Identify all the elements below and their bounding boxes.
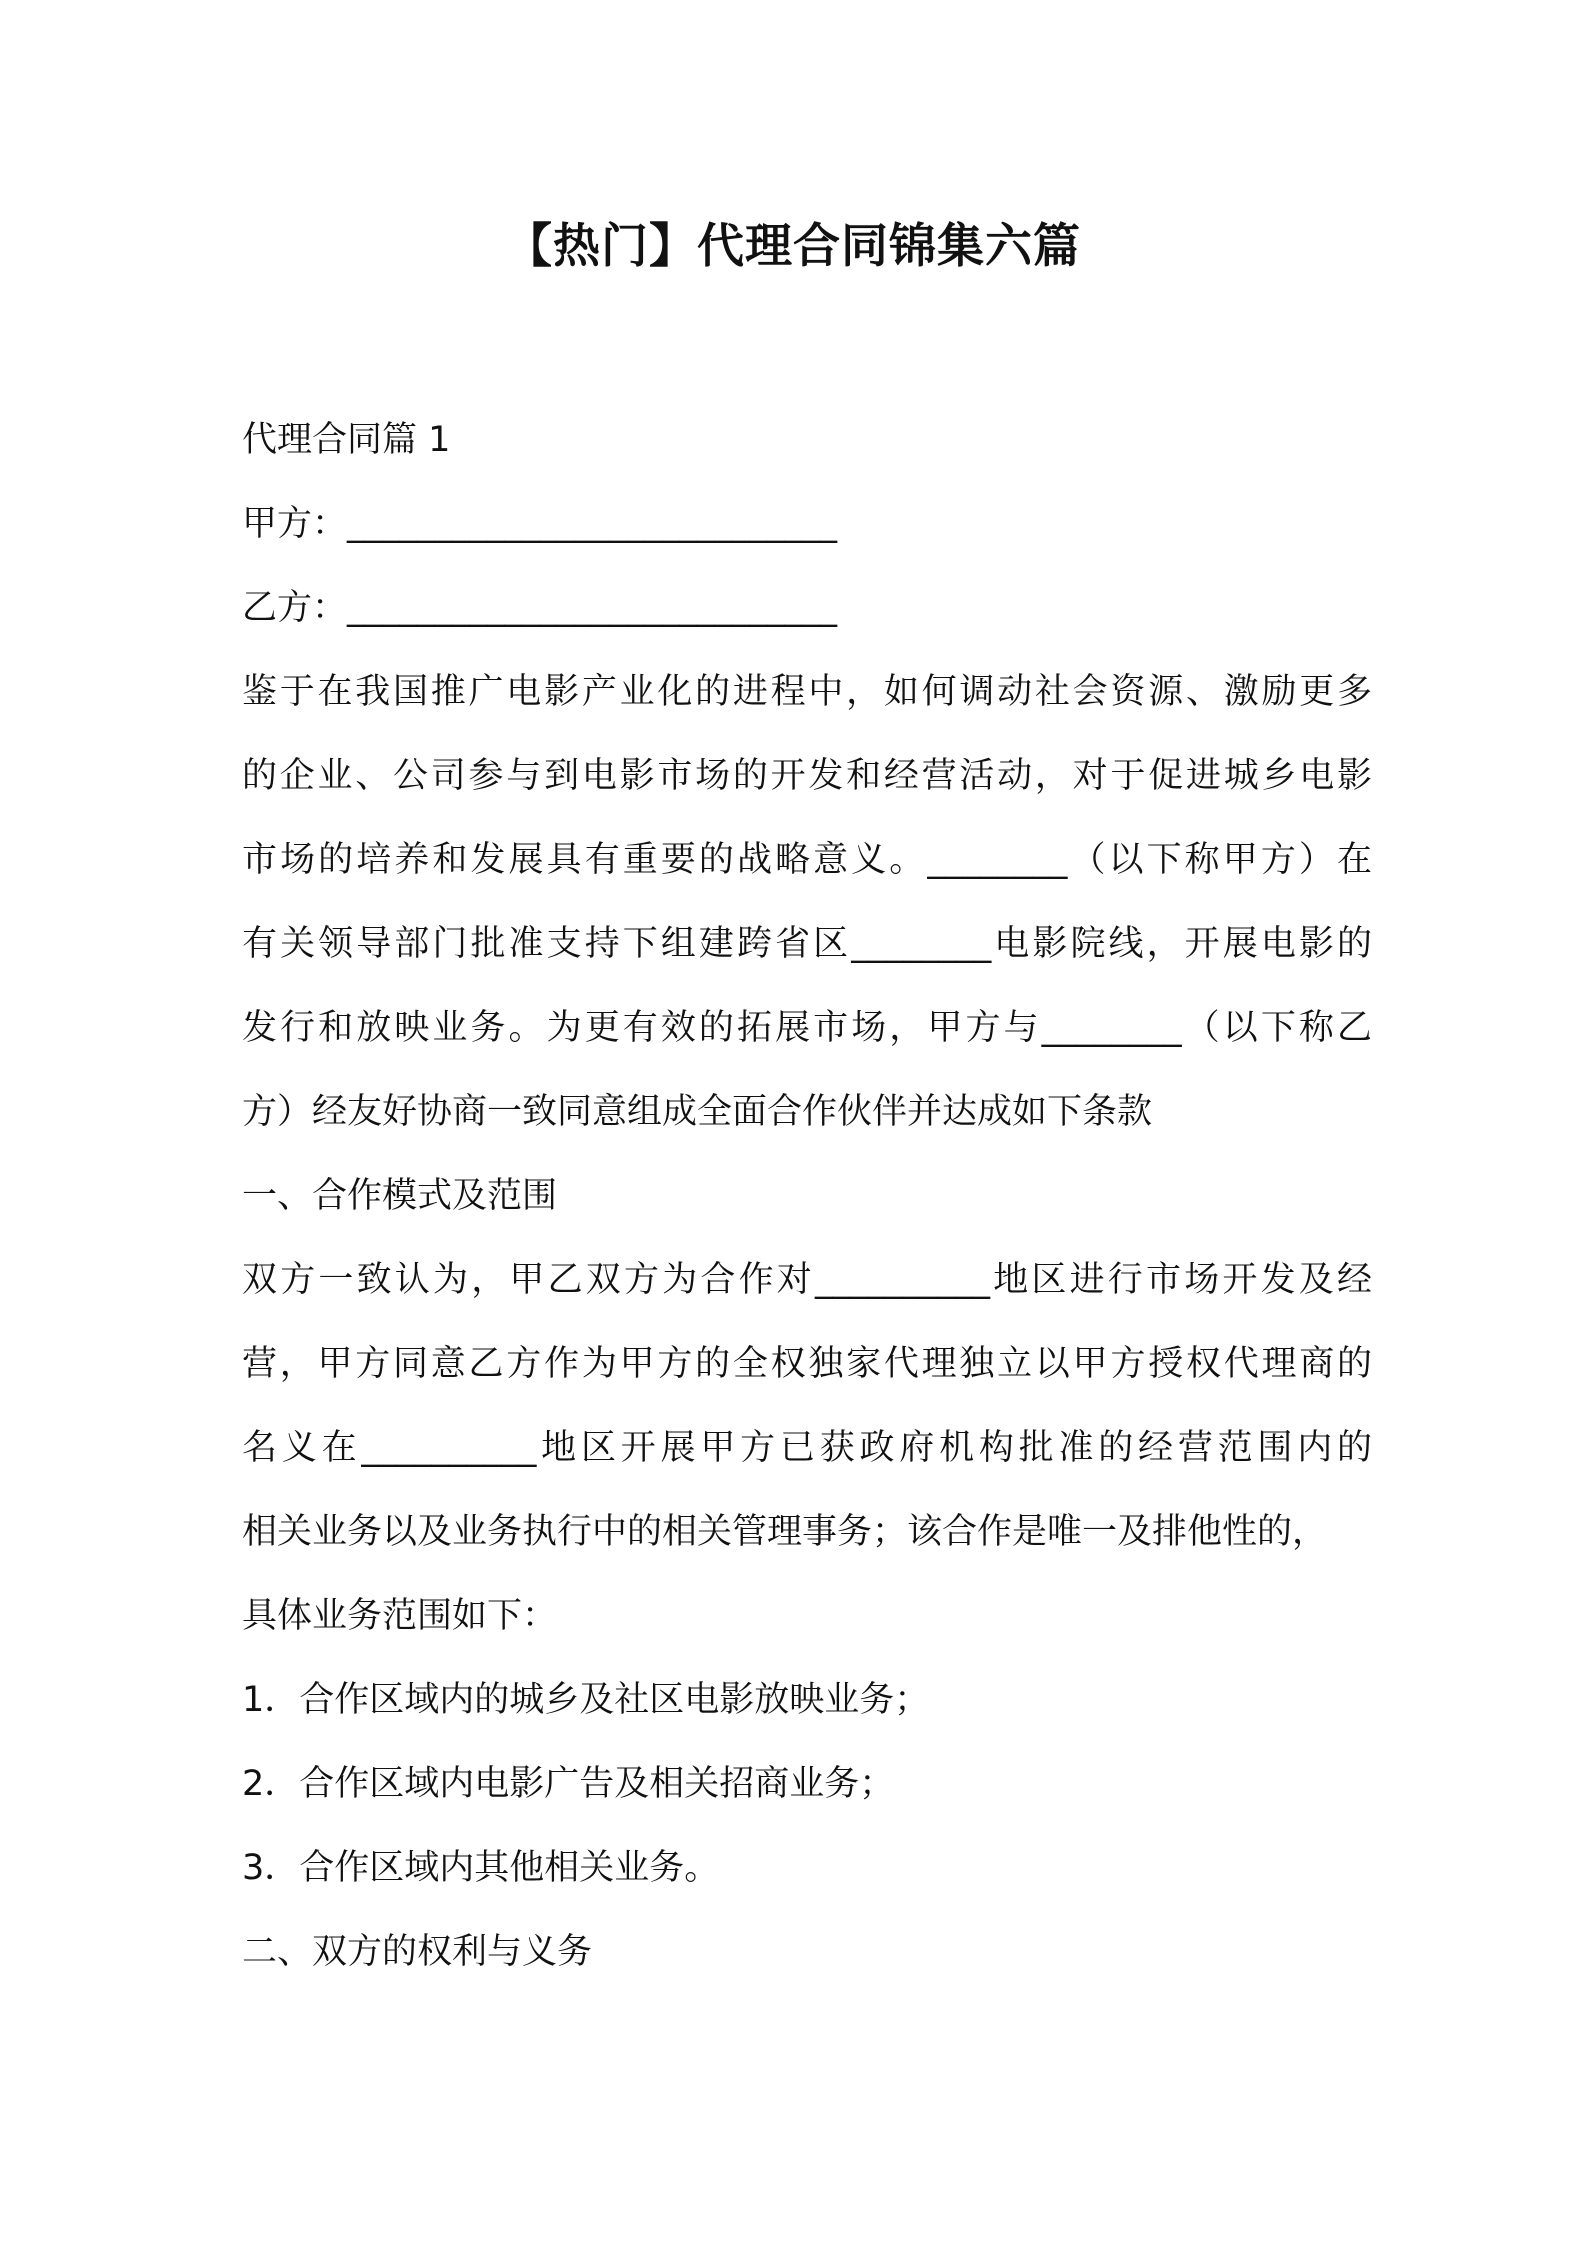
- paragraph-line: 营，甲方同意乙方作为甲方的全权独家代理独立以甲方授权代理商的: [242, 1344, 1372, 1384]
- paragraph-line: 具体业务范围如下：: [242, 1596, 558, 1636]
- document-body: [242, 398, 1372, 1994]
- paragraph-line: 双方一致认为，甲乙双方为合作对__________地区进行市场开发及经: [242, 1260, 1372, 1300]
- paragraph-line: 方）经友好协商一致同意组成全面合作伙伴并达成如下条款: [242, 1092, 1153, 1132]
- paragraph-line: 名义在__________地区开展甲方已获政府机构批准的经营范围内的: [242, 1428, 1372, 1468]
- paragraph-line: 有关领导部门批准支持下组建跨省区________电影院线，开展电影的: [242, 924, 1372, 964]
- list-item: 1．合作区域内的城乡及社区电影放映业务；: [242, 1680, 930, 1720]
- list-item: 2．合作区域内电影广告及相关招商业务；: [242, 1764, 895, 1804]
- section-heading-cooperation: 一、合作模式及范围: [242, 1176, 558, 1216]
- paragraph-line: 市场的培养和发展具有重要的战略意义。________（以下称甲方）在: [242, 840, 1372, 880]
- party-a-line: 甲方：____________________________: [242, 504, 838, 544]
- document-title: 【热门】代理合同锦集六篇: [505, 219, 1081, 274]
- paragraph-line: 相关业务以及业务执行中的相关管理事务；该合作是唯一及排他性的，: [242, 1512, 1328, 1552]
- section-heading-part-1: 代理合同篇 1: [242, 420, 451, 460]
- section-heading-rights: 二、双方的权利与义务: [242, 1932, 593, 1972]
- paragraph-line: 鉴于在我国推广电影产业化的进程中，如何调动社会资源、激励更多: [242, 672, 1372, 712]
- paragraph-line: 的企业、公司参与到电影市场的开发和经营活动，对于促进城乡电影: [242, 756, 1372, 796]
- paragraph-line: 发行和放映业务。为更有效的拓展市场，甲方与________（以下称乙: [242, 1008, 1372, 1048]
- party-b-line: 乙方：____________________________: [242, 588, 838, 628]
- list-item: 3．合作区域内其他相关业务。: [242, 1848, 720, 1888]
